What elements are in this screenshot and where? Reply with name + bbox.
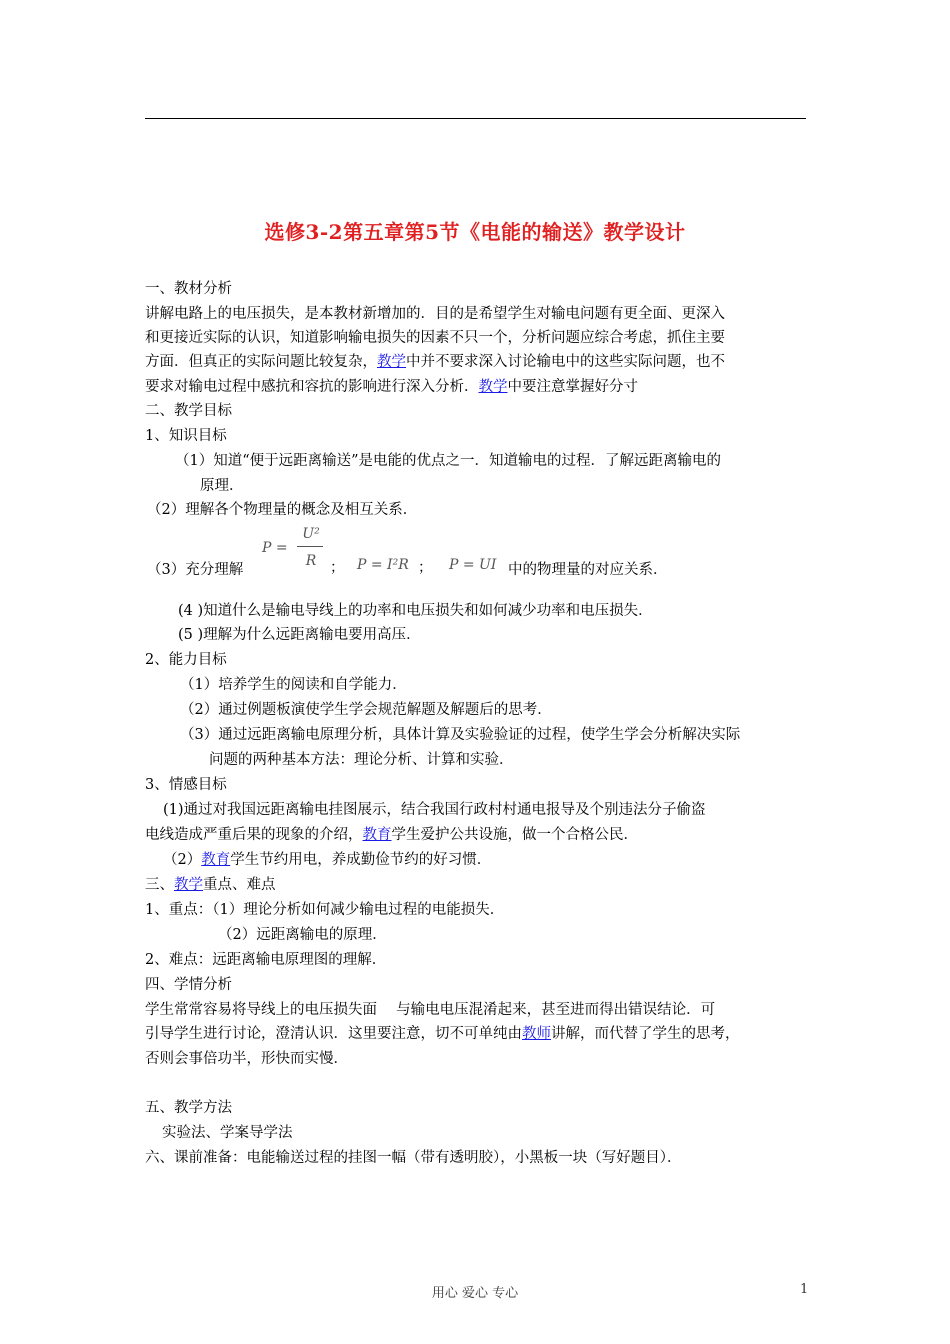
paragraph-line xyxy=(145,353,725,371)
list-item-cont: 问题的两种基本方法：理论分析、计算和实验． xyxy=(209,752,514,768)
paragraph-line: 学生常常容易将导线上的电压损失面 与输电电压混淆起来，甚至进而得出错误结论．可 xyxy=(145,1002,716,1018)
text-span: 电线造成严重后果的现象的介绍， xyxy=(145,827,363,843)
text-span: 中并不要求深入讨论输电中的这些实际问题，也不 xyxy=(406,354,725,370)
link-teacher[interactable]: 教师 xyxy=(522,1026,551,1042)
text-span: 学生爱护公共设施，做一个合格公民． xyxy=(391,827,638,843)
text-span: 学生节约用电，养成勤俭节约的好习惯． xyxy=(230,852,492,868)
paragraph-line xyxy=(145,378,638,396)
list-item: （1）知道“便于远距离输送”是电能的优点之一．知道输电的过程．了解远距离输电的 xyxy=(175,453,722,469)
formula-numerator: U² xyxy=(302,526,320,542)
fraction-bar xyxy=(297,546,323,547)
link-education[interactable]: 教育 xyxy=(201,852,231,868)
list-item: （2）理解各个物理量的概念及相互关系． xyxy=(147,502,418,518)
section-heading-key-points xyxy=(145,876,276,894)
link-teaching[interactable]: 教学 xyxy=(478,379,508,395)
list-item: 2、难点：远距离输电原理图的理解． xyxy=(145,952,387,968)
list-item-cont xyxy=(145,826,638,844)
formula-lhs: P = xyxy=(262,540,288,556)
link-teaching[interactable]: 教学 xyxy=(174,877,203,893)
formula-three: P = UI xyxy=(449,557,497,573)
separator: ； xyxy=(330,560,345,576)
section-preparation: 六、课前准备：电能输送过程的挂图一幅（带有透明胶），小黑板一块（写好题目）． xyxy=(145,1150,682,1166)
list-item: (4 )知道什么是输电导线上的功率和电压损失和如何减少功率和电压损失． xyxy=(178,603,653,619)
list-item xyxy=(163,851,491,869)
paragraph-line: 和更接近实际的认识，知道影响输电损失的因素不只一个，分析问题应综合考虑，抓住主要 xyxy=(145,330,725,346)
link-teaching[interactable]: 教学 xyxy=(377,354,406,370)
section-heading-methods: 五、教学方法 xyxy=(145,1100,232,1116)
footer-motto: 用心 爱心 专心 xyxy=(431,1286,519,1301)
paragraph-line: 讲解电路上的电压损失，是本教材新增加的．目的是希望学生对输电问题有更全面、更深入 xyxy=(145,306,725,322)
list-item: (5 )理解为什么远距离输电要用高压． xyxy=(178,627,421,643)
text-span: 方面．但真正的实际问题比较复杂， xyxy=(145,354,377,370)
paragraph-line: 实验法、学案导学法 xyxy=(162,1125,293,1141)
list-item-cont: 原理． xyxy=(200,478,244,494)
list-item: (1)通过对我国远距离输电挂图展示，结合我国行政村村通电报导及个别违法分子偷盗 xyxy=(163,802,706,818)
list-item-cont: 中的物理量的对应关系． xyxy=(508,562,668,578)
subheading-ability: 2、能力目标 xyxy=(145,652,227,668)
formula-two: P = I²R xyxy=(357,557,409,573)
link-education[interactable]: 教育 xyxy=(362,827,392,843)
page-number: 1 xyxy=(800,1282,809,1297)
list-item: （2）远距离输电的原理． xyxy=(218,927,387,943)
document-title: 选修3-2第五章第5节《电能的输送》教学设计 xyxy=(264,220,686,244)
list-item: （3）充分理解 xyxy=(147,562,244,578)
subheading-emotion: 3、情感目标 xyxy=(145,777,227,793)
text-span: 引导学生进行讨论，澄清认识．这里要注意，切不可单纯由 xyxy=(145,1026,522,1042)
separator: ； xyxy=(418,560,433,576)
list-item: （3）通过远距离输电原理分析，具体计算及实验验证的过程，使学生学会分析解决实际 xyxy=(180,727,741,743)
formula-denominator: R xyxy=(305,553,317,569)
text-span: 讲解，而代替了学生的思考， xyxy=(551,1026,740,1042)
header-rule xyxy=(145,118,806,119)
list-item: 1、重点：（1）理论分析如何减少输电过程的电能损失． xyxy=(145,902,505,918)
subheading-knowledge: 1、知识目标 xyxy=(145,428,227,444)
list-item: （1）培养学生的阅读和自学能力． xyxy=(180,677,407,693)
text-span: （2） xyxy=(163,852,202,868)
text-span: 三、 xyxy=(145,877,174,893)
paragraph-line: 否则会事倍功半，形快而实慢． xyxy=(145,1051,348,1067)
text-span: 重点、难点 xyxy=(203,877,276,893)
section-heading-materials: 一、教材分析 xyxy=(145,281,232,297)
paragraph-line xyxy=(145,1025,740,1043)
text-span: 要求对输电过程中感抗和容抗的影响进行深入分析． xyxy=(145,379,479,395)
section-heading-students: 四、学情分析 xyxy=(145,977,232,993)
list-item: （2）通过例题板演使学生学会规范解题及解题后的思考． xyxy=(180,702,552,718)
section-heading-goals: 二、教学目标 xyxy=(145,403,232,419)
text-span: 中要注意掌握好分寸 xyxy=(507,379,638,395)
